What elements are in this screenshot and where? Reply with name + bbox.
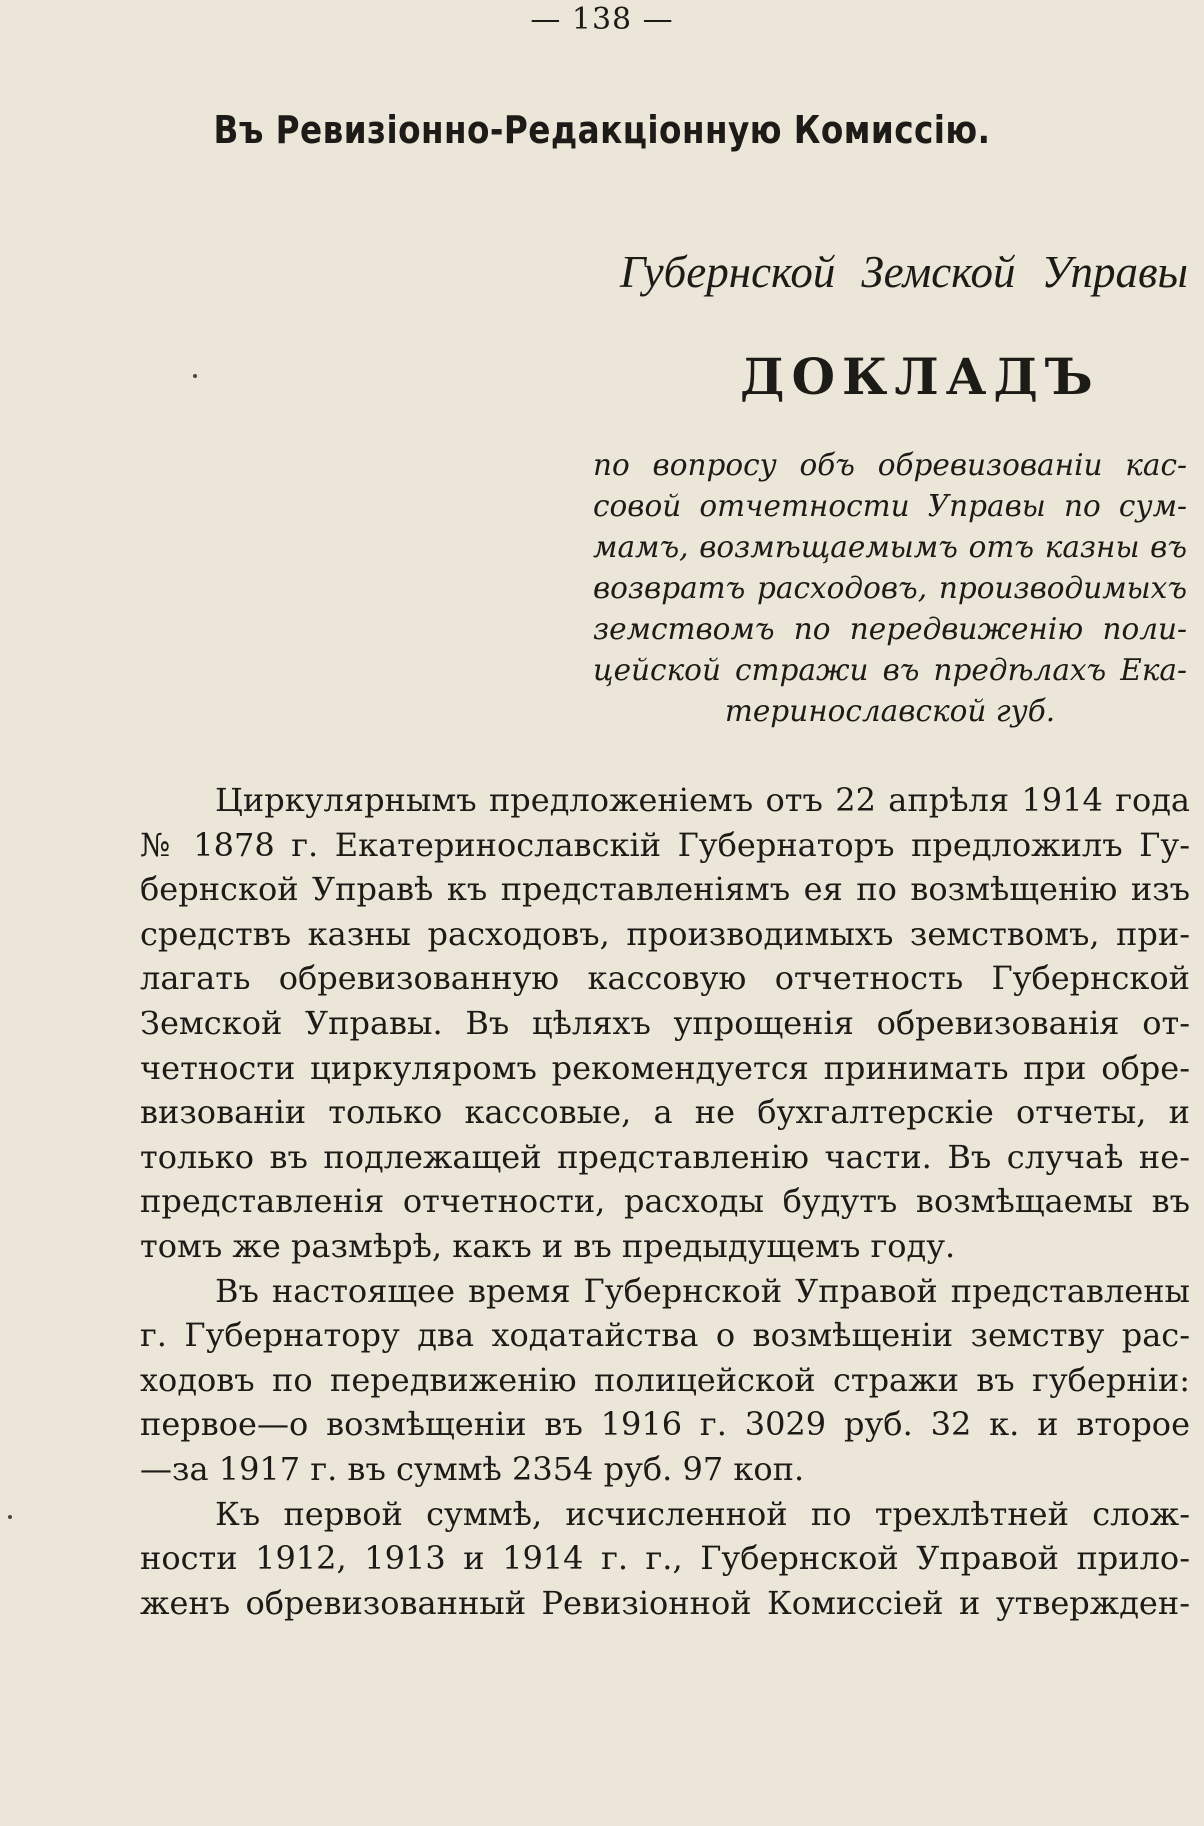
subject-line: цейской стражи въ предѣлахъ Ека- [593,653,1187,687]
paper-speck [193,374,197,378]
paragraph-1-line: лагать обревизованную кассовую отчетность Губернской [140,959,1190,998]
paragraph-1-line: бернской Управѣ къ представленіямъ ея по возмѣщенію изъ [140,870,1190,909]
body-text [140,778,1190,1625]
report-title: ДОКЛАДЪ [740,347,1100,406]
paragraph-1-line: Земской Управы. Въ цѣляхъ упрощенія обревизованія от- [140,1003,1190,1042]
paragraph-3-line: ности 1912, 1913 и 1914 г. г., Губернской Управой прило- [140,1539,1190,1578]
page-number: — 138 — [530,2,674,37]
subject-line: теринославской губ. [724,694,1056,728]
paragraph-3-line: женъ обревизованный Ревизіонной Комиссіей и утвержден- [140,1583,1190,1622]
paragraph-1-line: представленія отчетности, расходы будутъ возмѣщаемы въ [140,1182,1190,1221]
paragraph-1-line: четности циркуляромъ рекомендуется принимать при обре- [140,1048,1190,1087]
subject-line: возвратъ расходовъ, производимыхъ [593,571,1187,605]
paragraph-2-line: —за 1917 г. въ суммѣ 2354 руб. 97 коп. [140,1449,805,1488]
subject-line: мамъ, возмѣщаемымъ отъ казны въ [593,530,1187,564]
paragraph-1-line: визованіи только кассовые, а не бухгалтерскіе отчеты, и [140,1093,1190,1132]
paper-speck [8,1515,12,1519]
paragraph-2-line: первое—о возмѣщеніи въ 1916 г. 3029 руб. 32 к. и второе [140,1405,1190,1444]
paragraph-2-line: Въ настоящее время Губернской Управой представлены [215,1271,1190,1310]
paragraph-1-line: томъ же размѣрѣ, какъ и въ предыдущемъ году. [140,1226,956,1265]
paragraph-1-line: средствъ казны расходовъ, производимыхъ земствомъ, при- [140,914,1190,953]
paragraph-2-line: ходовъ по передвиженію полицейской стражи въ губерніи: [140,1360,1190,1399]
report-subject [593,445,1187,732]
addressee-heading: Въ Ревизіонно-Редакціонную Комиссію. [213,108,991,152]
subject-line: земствомъ по передвиженію поли- [593,612,1187,646]
subject-line: совой отчетности Управы по сум- [593,489,1187,523]
paragraph-1-line: № 1878 г. Екатеринославскій Губернаторъ предложилъ Гу- [140,825,1190,864]
sender-line: Губернской Земской Управы [620,247,1188,297]
paragraph-1-line: Циркулярнымъ предложеніемъ отъ 22 апрѣля 1914 года [215,781,1190,819]
paragraph-1-line: только въ подлежащей представленію части. Въ случаѣ не- [140,1137,1190,1176]
paragraph-2-line: г. Губернатору два ходатайства о возмѣщеніи земству рас- [140,1316,1190,1355]
subject-line: по вопросу объ обревизованіи кас- [593,448,1187,482]
paragraph-3-line: Къ первой суммѣ, исчисленной по трехлѣтней слож- [215,1494,1190,1533]
